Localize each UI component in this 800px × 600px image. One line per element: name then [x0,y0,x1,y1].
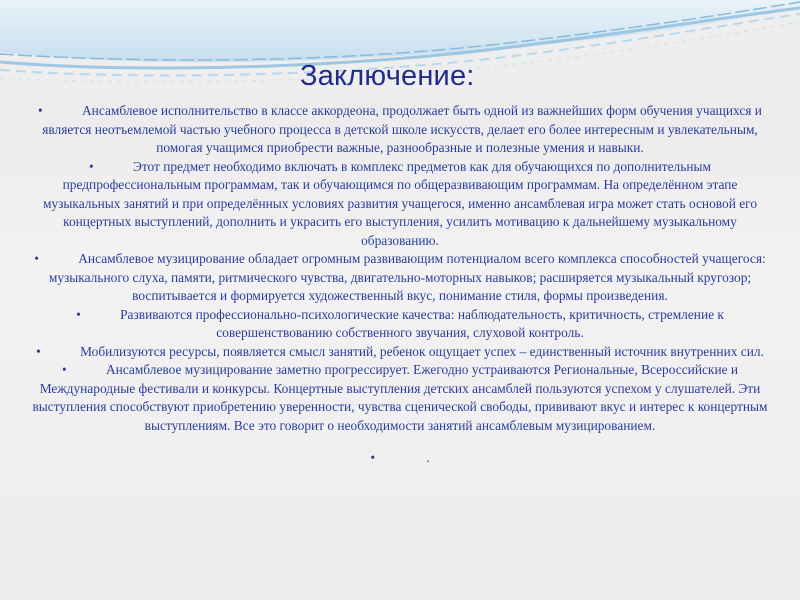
bullet-paragraph [30,306,770,343]
paragraph-text: Ансамблевое музицирование обладает огромным развивающим потенциалом всего комплекса способностей учащегося: музыкального слуха, памяти, ритмического чувства, двигательно-моторных навыков; расширяется музыкальный кругозор; воспитывается и формируется художественный вкус, понимание стиля, формы произведения. [48,251,766,303]
paragraph-text: Этот предмет необходимо включать в комплекс предметов как для обучающихся по дополнительным предпрофессиональным программам, так и обучающимся по общеразвивающим программам. На определённом этапе музыкальных занятий и при определённых условиях развития учащегося, именно ансамблевая игра может стать основой его концертных выступлений, дополнить и украсить его выступления, усилить мотивацию к дальнейшему музыкальному образованию. [42,158,758,248]
trailing-dot: . [426,450,430,465]
bullet-paragraph [30,158,770,251]
bullet-icon: • [76,306,81,322]
bullet-icon: • [36,343,41,359]
bullet-icon: • [370,450,376,465]
paragraph-text: Ансамблевое исполнительство в классе аккордеона, продолжает быть одной из важнейших форм обучения учащихся и является неотъемлемой частью учебного процесса в детской школе искусств, делает его более интересным и увлекательным, помогая учащимся приобрести важные, разнообразные и полезные умения и навыки. [42,103,762,155]
paragraph-text: Ансамблевое музицирование заметно прогрессирует. Ежегодно устраиваются Региональные, Всероссийские и Международные фестивали и конкурсы. Концертные выступления детских ансамблей пользуются успехом у слушателей. Эти выступления способствуют приобретению уверенности, чувства сценической свободы, прививают вкус и интерес к концертным выступлениям. Все это говорит о необходимости занятий ансамблевым музицированием. [32,362,768,433]
bullet-icon: • [89,158,94,174]
trailing-bullet [30,449,770,468]
slide-body [30,102,770,468]
bullet-paragraph [30,343,770,362]
slide-title: Заключение: [300,60,475,92]
bullet-paragraph [30,250,770,306]
bullet-icon: • [61,362,67,377]
paragraph-text: Мобилизуются ресурсы, появляется смысл занятий, ребенок ощущает успех – единственный источник внутренних сил. [80,343,764,359]
bullet-paragraph [30,102,770,158]
bullet-paragraph [30,361,770,435]
bullet-icon: • [38,103,43,118]
paragraph-text: Развиваются профессионально-психологические качества: наблюдательность, критичность, стремление к совершенствованию собственного звучания, слуховой контроль. [120,306,724,340]
bullet-icon: • [34,251,39,266]
